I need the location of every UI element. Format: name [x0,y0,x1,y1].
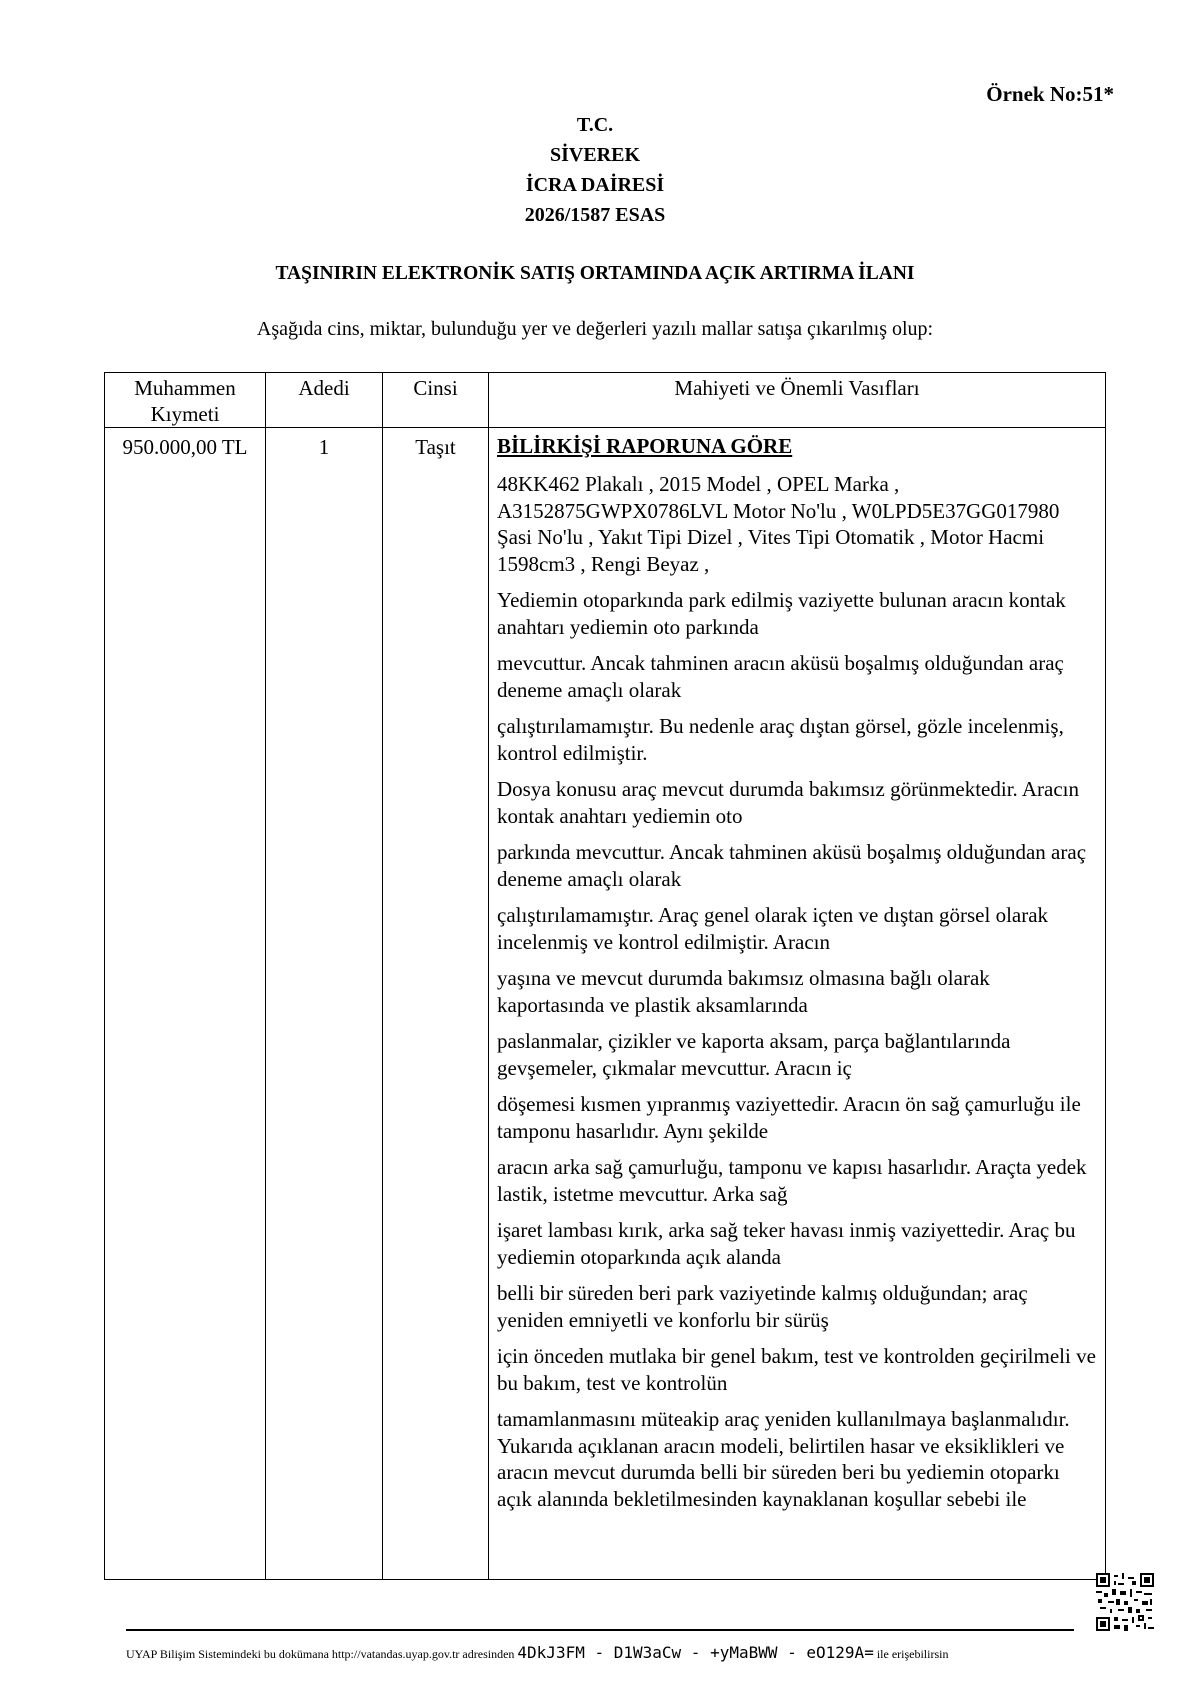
description-paragraph: çalıştırılamamıştır. Bu nedenle araç dıştan görsel, gözle incelenmiş, kontrol edilmiştir. [497,714,1064,765]
sample-number: Örnek No:51* [986,82,1114,106]
header-type: Cinsi [383,373,489,428]
header-office: İCRA DAİRESİ [525,174,665,196]
verification-code: 4DkJ3FM - D1W3aCw - +yMaBWW - eO129A= [517,1643,874,1662]
footer-divider [126,1629,1074,1631]
description-paragraph: işaret lambası kırık, arka sağ teker havası inmiş vaziyettedir. Araç bu yediemin otoparkında açık alanda [497,1218,1076,1269]
header-city: SİVEREK [549,144,641,166]
description-paragraph: aracın arka sağ çamurluğu, tamponu ve kapısı hasarlıdır. Araçta yedek lastik, istetme mevcuttur. Arka sağ [497,1155,1087,1206]
qr-code-icon [1096,1573,1154,1631]
description-paragraph: belli bir süreden beri park vaziyetinde kalmış olduğundan; araç yeniden emniyetli ve konforlu bir sürüş [497,1281,1028,1332]
description-paragraph: yaşına ve mevcut durumda bakımsız olmasına bağlı olarak kaportasında ve plastik aksamlarında [497,966,990,1017]
footer [126,1643,1086,1662]
intro-text: Aşağıda cins, miktar, bulunduğu yer ve değerleri yazılı mallar satışa çıkarılmış olup: [256,318,934,340]
description-paragraph: mevcuttur. Ancak tahminen aracın aküsü boşalmış olduğundan araç deneme amaçlı olarak [497,651,1064,702]
footer-suffix: ile erişebilirsin [876,1647,949,1661]
footer-prefix: UYAP Bilişim Sistemindeki bu dokümana http://vatandas.uyap.gov.tr adresinden [126,1647,515,1661]
cell-value: 950.000,00 TL [105,428,266,1580]
description-paragraph: 48KK462 Plakalı , 2015 Model , OPEL Marka , A3152875GWPX0786LVL Motor No'lu , W0LPD5E37GG017980 Şasi No'lu , Yakıt Tipi Dizel , Vites Tipi Otomatik , Motor Hacmi 1598cm3 , Rengi Beyaz , [497,472,1060,576]
description-paragraph: tamamlanmasını müteakip araç yeniden kullanılmaya başlanmalıdır. Yukarıda açıklanan aracın modeli, belirtilen hasar ve eksiklikleri ve aracın mevcut durumda belli bir süreden beri bu yediemin otoparkı açık alanında bekletilmesinden kaynaklanan koşullar sebebi ile [497,1407,1070,1511]
description-paragraph: için önceden mutlaka bir genel bakım, test ve kontrolden geçirilmeli ve bu bakım, test ve kontrolün [497,1344,1096,1395]
cell-description [489,428,1106,1580]
description-paragraph: çalıştırılamamıştır. Araç genel olarak içten ve dıştan görsel olarak incelenmiş ve kontrol edilmiştir. Aracın [497,903,1049,954]
header-value [105,373,266,428]
header-value-line2: Kıymeti [150,402,220,426]
cell-type: Taşıt [383,428,489,1580]
description-paragraph: Yediemin otoparkında park edilmiş vaziyette bulunan aracın kontak anahtarı yediemin oto parkında [497,588,1066,639]
header-value-line1: Muhammen [134,376,236,400]
header-count: Adedi [266,373,383,428]
description-paragraph: Dosya konusu araç mevcut durumda bakımsız görünmektedir. Aracın kontak anahtarı yediemin oto [497,777,1080,828]
header-tc: T.C. [576,114,614,136]
expert-report-heading: BİLİRKİŞİ RAPORUNA GÖRE [497,434,793,458]
description-paragraph: parkında mevcuttur. Ancak tahminen aküsü boşalmış olduğundan araç deneme amaçlı olarak [497,840,1087,891]
description-paragraph: döşemesi kısmen yıpranmış vaziyettedir. Aracın ön sağ çamurluğu ile tamponu hasarlıdır. Aynı şekilde [497,1092,1081,1143]
description-paragraph: paslanmalar, çizikler ve kaporta aksam, parça bağlantılarında gevşemeler, çıkmalar mevcuttur. Aracın iç [497,1029,1011,1080]
table-row [105,428,1106,1580]
table-header-row [105,373,1106,428]
document-title: TAŞINIRIN ELEKTRONİK SATIŞ ORTAMINDA AÇIK ARTIRMA İLANI [275,263,915,284]
header-description: Mahiyeti ve Önemli Vasıfları [489,373,1106,428]
cell-count: 1 [266,428,383,1580]
items-table [104,372,1106,1580]
header-case-number: 2026/1587 ESAS [524,204,666,226]
document-header [0,110,1190,230]
